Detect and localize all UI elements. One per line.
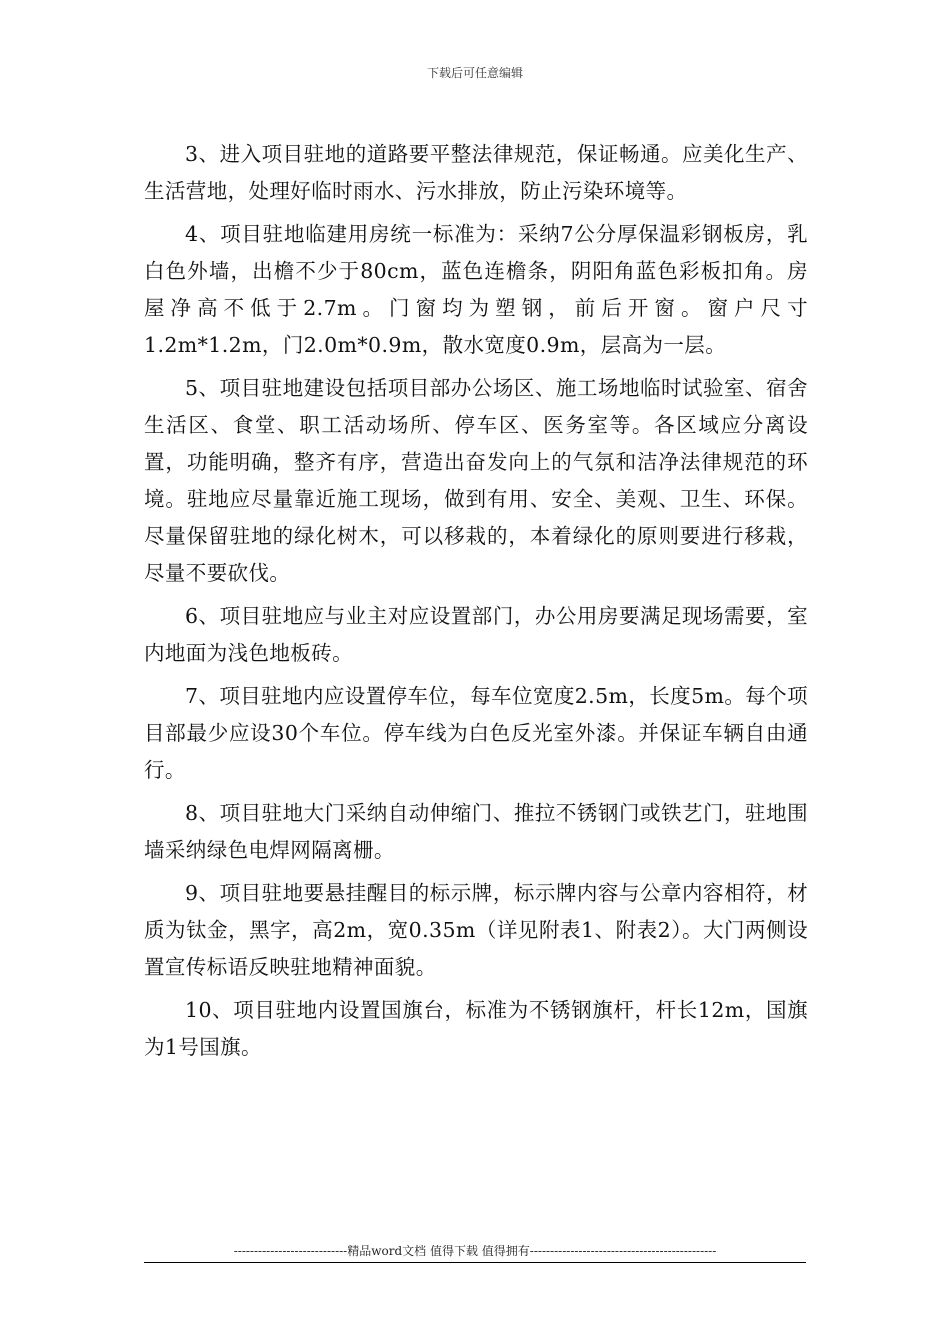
paragraph-6: 6、项目驻地应与业主对应设置部门，办公用房要满足现场需要，室内地面为浅色地板砖。 — [144, 604, 808, 665]
footer-divider — [144, 1262, 806, 1263]
paragraph-4: 4、项目驻地临建用房统一标准为：采纳7公分厚保温彩钢板房，乳白色外墙，出檐不少于80cm，蓝色连檐条，阴阳角蓝色彩板扣角。房屋净高不低于2.7m。门窗均为塑钢，前后开窗。窗户尺寸1.2m*1.2m，门2.0m*0.9m，散水宽度0.9m，层高为一层。 — [144, 222, 808, 357]
paragraph-9: 9、项目驻地要悬挂醒目的标示牌，标示牌内容与公章内容相符，材质为钛金，黑字，高2m，宽0.35m（详见附表1、附表2）。大门两侧设置宣传标语反映驻地精神面貌。 — [144, 881, 808, 979]
paragraph-7: 7、项目驻地内应设置停车位，每车位宽度2.5m，长度5m。每个项目部最少应设30个车位。停车线为白色反光室外漆。并保证车辆自由通行。 — [144, 684, 808, 782]
document-body — [144, 136, 808, 1072]
paragraph-5: 5、项目驻地建设包括项目部办公场区、施工场地临时试验室、宿舍生活区、食堂、职工活动场所、停车区、医务室等。各区域应分离设置，功能明确，整齐有序，营造出奋发向上的气氛和洁净法律规范的环境。驻地应尽量靠近施工现场，做到有用、安全、美观、卫生、环保。尽量保留驻地的绿化树木，可以移栽的，本着绿化的原则要进行移栽，尽量不要砍伐。 — [144, 376, 808, 585]
page-header: 下载后可任意编辑 — [426, 66, 523, 80]
paragraph-3: 3、进入项目驻地的道路要平整法律规范，保证畅通。应美化生产、生活营地，处理好临时雨水、污水排放，防止污染环境等。 — [144, 142, 808, 203]
page-footer: ----------------------------精品word文档 值得下载 值得拥有---------------------------------------------- — [233, 1244, 717, 1258]
paragraph-10: 10、项目驻地内设置国旗台，标准为不锈钢旗杆，杆长12m，国旗为1号国旗。 — [144, 998, 808, 1059]
paragraph-8: 8、项目驻地大门采纳自动伸缩门、推拉不锈钢门或铁艺门，驻地围墙采纳绿色电焊网隔离栅。 — [144, 801, 808, 862]
